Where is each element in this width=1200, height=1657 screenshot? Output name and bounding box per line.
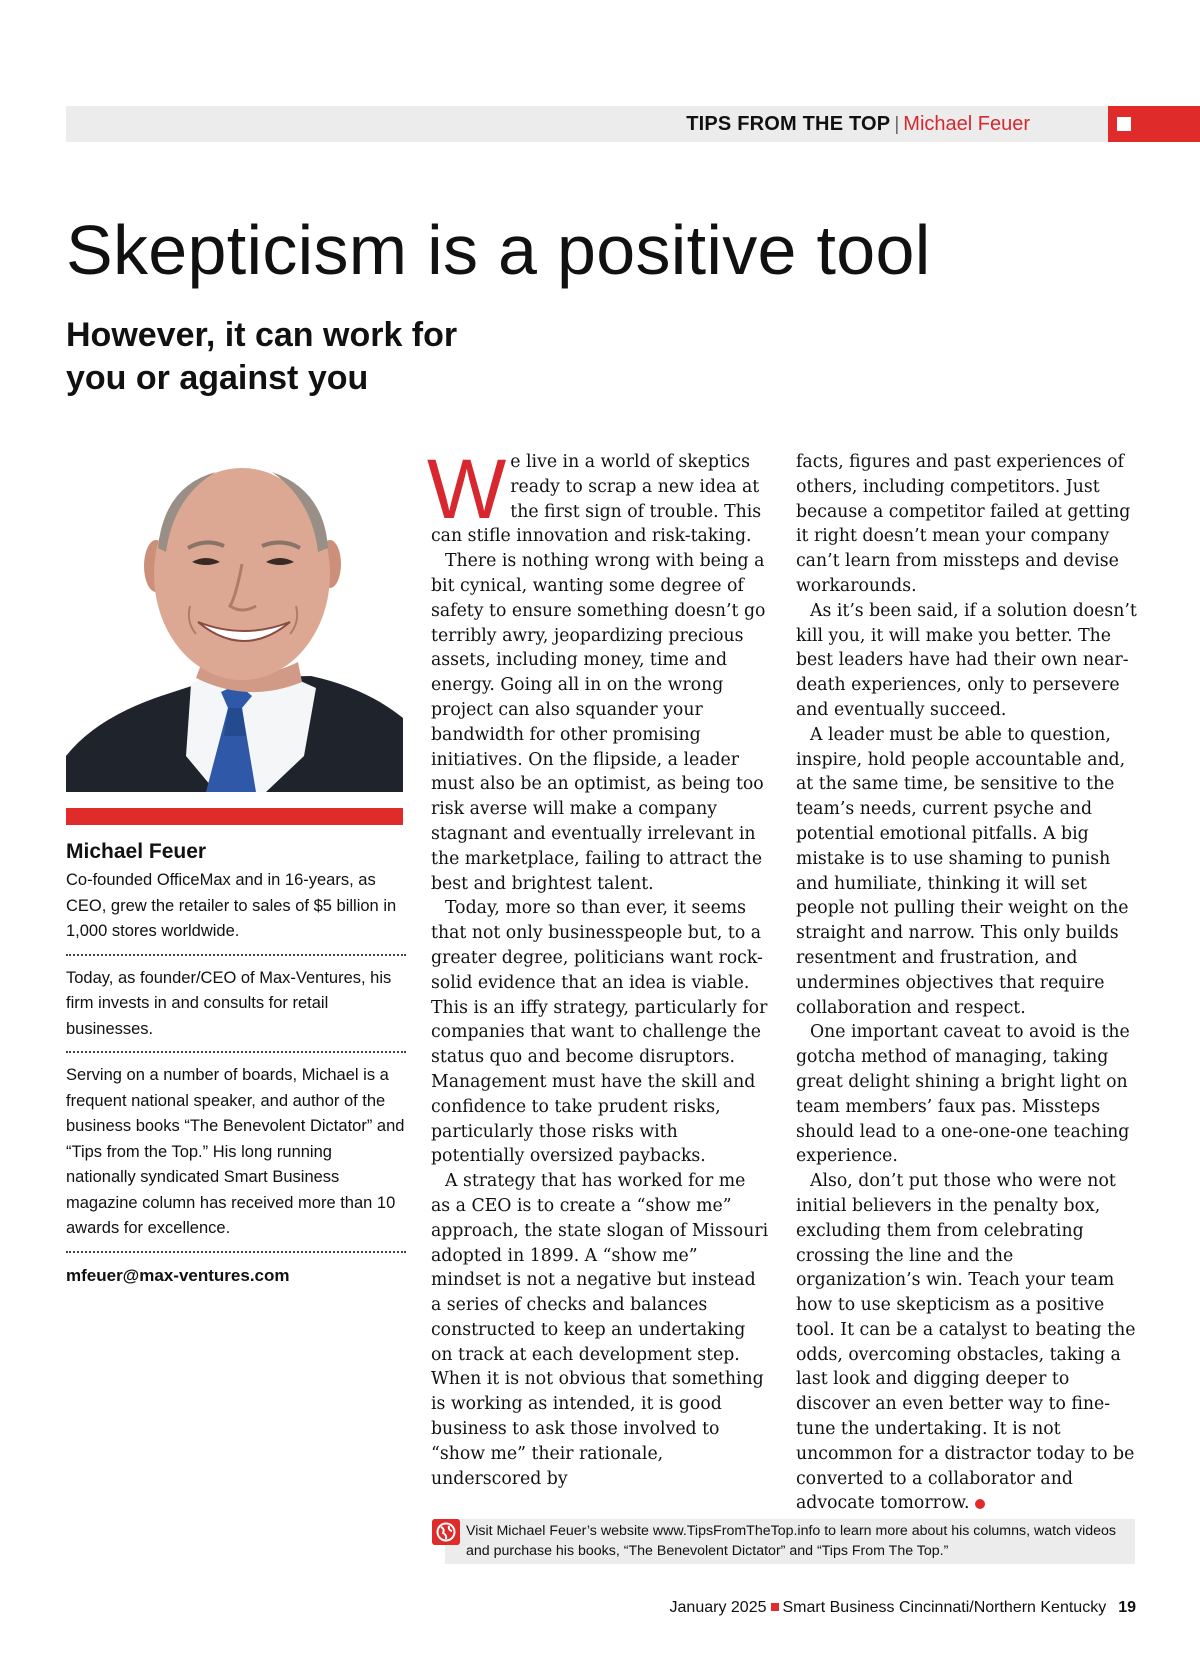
article-paragraph: One important caveat to avoid is the gotcha method of managing, taking great delight shining a bright light on team members’ faux pas. Missteps should lead to a one-one-one teaching experience.	[796, 1022, 1130, 1167]
header-separator: |	[894, 114, 900, 135]
article-paragraph	[427, 442, 769, 549]
footer-date: January 2025	[669, 1599, 767, 1616]
author-email-link[interactable]: mfeuer@max-ventures.com	[66, 1265, 290, 1285]
end-dot-icon	[975, 1499, 985, 1509]
bio-divider	[66, 1051, 406, 1053]
article-paragraph: A leader must be able to question, inspire, hold people accountable and, at the same time, be sensitive to the team’s needs, current psyche and potential emotional pitfalls. A big mistake is to use shaming to punish and humiliate, thinking it will set people not pulling their weight on the straight and narrow. This only builds resentment and frustration, and undermines objectives that require collaboration and respect.	[796, 724, 1129, 1018]
photo-accent-bar	[66, 808, 403, 825]
headline: Skepticism is a positive tool	[66, 211, 931, 289]
section-name: TIPS FROM THE TOP	[686, 113, 891, 135]
page-number: 19	[1118, 1599, 1136, 1616]
author-bio	[66, 838, 406, 1288]
globe-icon	[432, 1519, 460, 1545]
article-paragraph: Today, more so than ever, it seems that not only businesspeople but, to a greater degree, politicians want rock-solid evidence that an idea is viable. This is an iffy strategy, particularly for companies that want to challenge the status quo and become disruptors. Management must have the skill and confidence to take prudent risks, particularly those risks with potentially oversized paybacks.	[431, 898, 768, 1167]
article-column-2	[796, 450, 1138, 1516]
drop-cap: W	[427, 442, 507, 536]
article-paragraph-text: Also, don’t put those who were not initial believers in the penalty box, excluding them from celebrating crossing the line and the organization’s win. Teach your team how to use skepticism as a positive tool. It can be a catalyst to beating the odds, overcoming obstacles, taking a last look and digging deeper to discover an even better way to fine-tune the undertaking. It is not uncommon for a distractor today to be converted to a collaborator and advocate tomorrow.	[796, 1171, 1136, 1514]
article-paragraph: A strategy that has worked for me as a CEO is to create a “show me” approach, the state slogan of Missouri adopted in 1899. A “show me” mindset is not a negative but instead a series of checks and balances constructed to keep an undertaking on track at each development step. When it is not obvious that something is working as intended, it is good business to ask those involved to “show me” their rationale, underscored by	[431, 1171, 769, 1489]
subheadline: However, it can work for you or against you	[66, 316, 458, 397]
bio-divider	[66, 1251, 406, 1253]
article-paragraph	[796, 1169, 1138, 1516]
author-photo	[66, 456, 403, 792]
bio-paragraph: Co-founded OfficeMax and in 16-years, as CEO, grew the retailer to sales of $5 billion in 1,000 stores worldwide.	[66, 871, 397, 940]
bio-divider	[66, 954, 406, 956]
bio-name: Michael Feuer	[66, 840, 207, 863]
article-paragraph-text: e live in a world of skeptics ready to scrap a new idea at the first sign of trouble. This can stifle innovation and risk-taking.	[431, 452, 762, 547]
square-icon	[1117, 117, 1131, 131]
header-title	[686, 106, 1030, 142]
footer-square-icon	[771, 1603, 779, 1611]
article-paragraph: facts, figures and past experiences of others, including competitors. Just because a competitor failed at getting it right doesn’t mean your company can’t learn from missteps and devise workarounds.	[796, 452, 1131, 596]
bio-paragraph: Serving on a number of boards, Michael is a frequent national speaker, and author of the business books “The Benevolent Dictator” and “Tips from the Top.” His long running nationally syndicated Smart Business magazine column has received more than 10 awards for excellence.	[66, 1066, 405, 1237]
bio-paragraph: Today, as founder/CEO of Max-Ventures, his firm invests in and consults for retail businesses.	[66, 968, 392, 1038]
article-column-1	[427, 442, 769, 1491]
article-paragraph: There is nothing wrong with being a bit cynical, wanting some degree of safety to ensure something doesn’t go terribly awry, jeopardizing precious assets, including money, time and energy. Going all in on the wrong project can also squander your bandwidth for other promising initiatives. On the flipside, a leader must also be an optimist, as being too risk averse will make a company stagnant and eventually irrelevant in the marketplace, failing to attract the best and brightest talent.	[431, 551, 766, 894]
footer-publication: Smart Business Cincinnati/Northern Kentucky	[782, 1599, 1107, 1616]
article-paragraph: As it’s been said, if a solution doesn’t kill you, it will make you better. The best leaders have had their own near-death experiences, only to persevere and eventually succeed.	[796, 600, 1137, 720]
website-note-text: Visit Michael Feuer’s website www.TipsFromTheTop.info to learn more about his columns, watch videos and purchase his books, “The Benevolent Dictator” and “Tips From The Top.”	[466, 1523, 1117, 1559]
page-footer	[670, 1599, 1136, 1617]
header-author: Michael Feuer	[903, 113, 1030, 135]
